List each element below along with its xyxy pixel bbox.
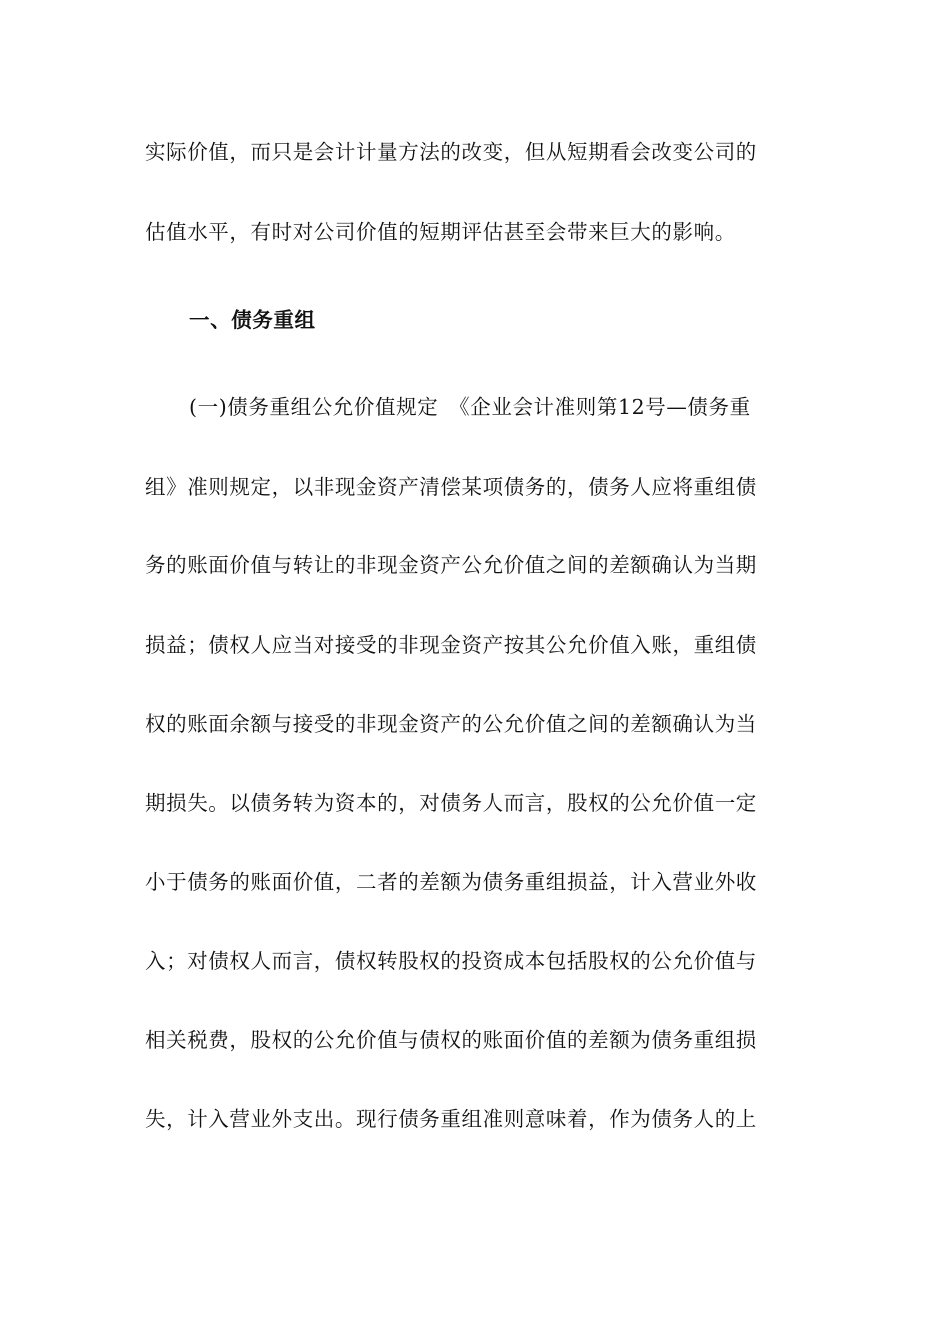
text-line: 相关税费，股权的公允价值与债权的账面价值的差额为债务重组损 bbox=[145, 1028, 757, 1052]
text-line: 失，计入营业外支出。现行债务重组准则意味着，作为债务人的上 bbox=[145, 1107, 757, 1131]
section-heading: 一、债务重组 bbox=[189, 308, 316, 332]
text-line: 组》准则规定，以非现金资产清偿某项债务的，债务人应将重组债 bbox=[145, 475, 757, 499]
text-line: 估值水平，有时对公司价值的短期评估甚至会带来巨大的影响。 bbox=[145, 220, 736, 244]
text-line: 入；对债权人而言，债权转股权的投资成本包括股权的公允价值与 bbox=[145, 949, 757, 973]
text-line: 务的账面价值与转让的非现金资产公允价值之间的差额确认为当期 bbox=[145, 553, 757, 577]
text-line: 期损失。以债务转为资本的，对债务人而言，股权的公允价值一定 bbox=[145, 791, 757, 815]
text-line: 损益；债权人应当对接受的非现金资产按其公允价值入账，重组债 bbox=[145, 633, 757, 657]
text-line: 实际价值，而只是会计计量方法的改变，但从短期看会改变公司的 bbox=[145, 140, 757, 164]
paragraph-first-line: (一)债务重组公允价值规定 《企业会计准则第12号—债务重 bbox=[189, 395, 751, 419]
text-line: 权的账面余额与接受的非现金资产的公允价值之间的差额确认为当 bbox=[145, 712, 757, 736]
text-line: 小于债务的账面价值，二者的差额为债务重组损益，计入营业外收 bbox=[145, 870, 757, 894]
